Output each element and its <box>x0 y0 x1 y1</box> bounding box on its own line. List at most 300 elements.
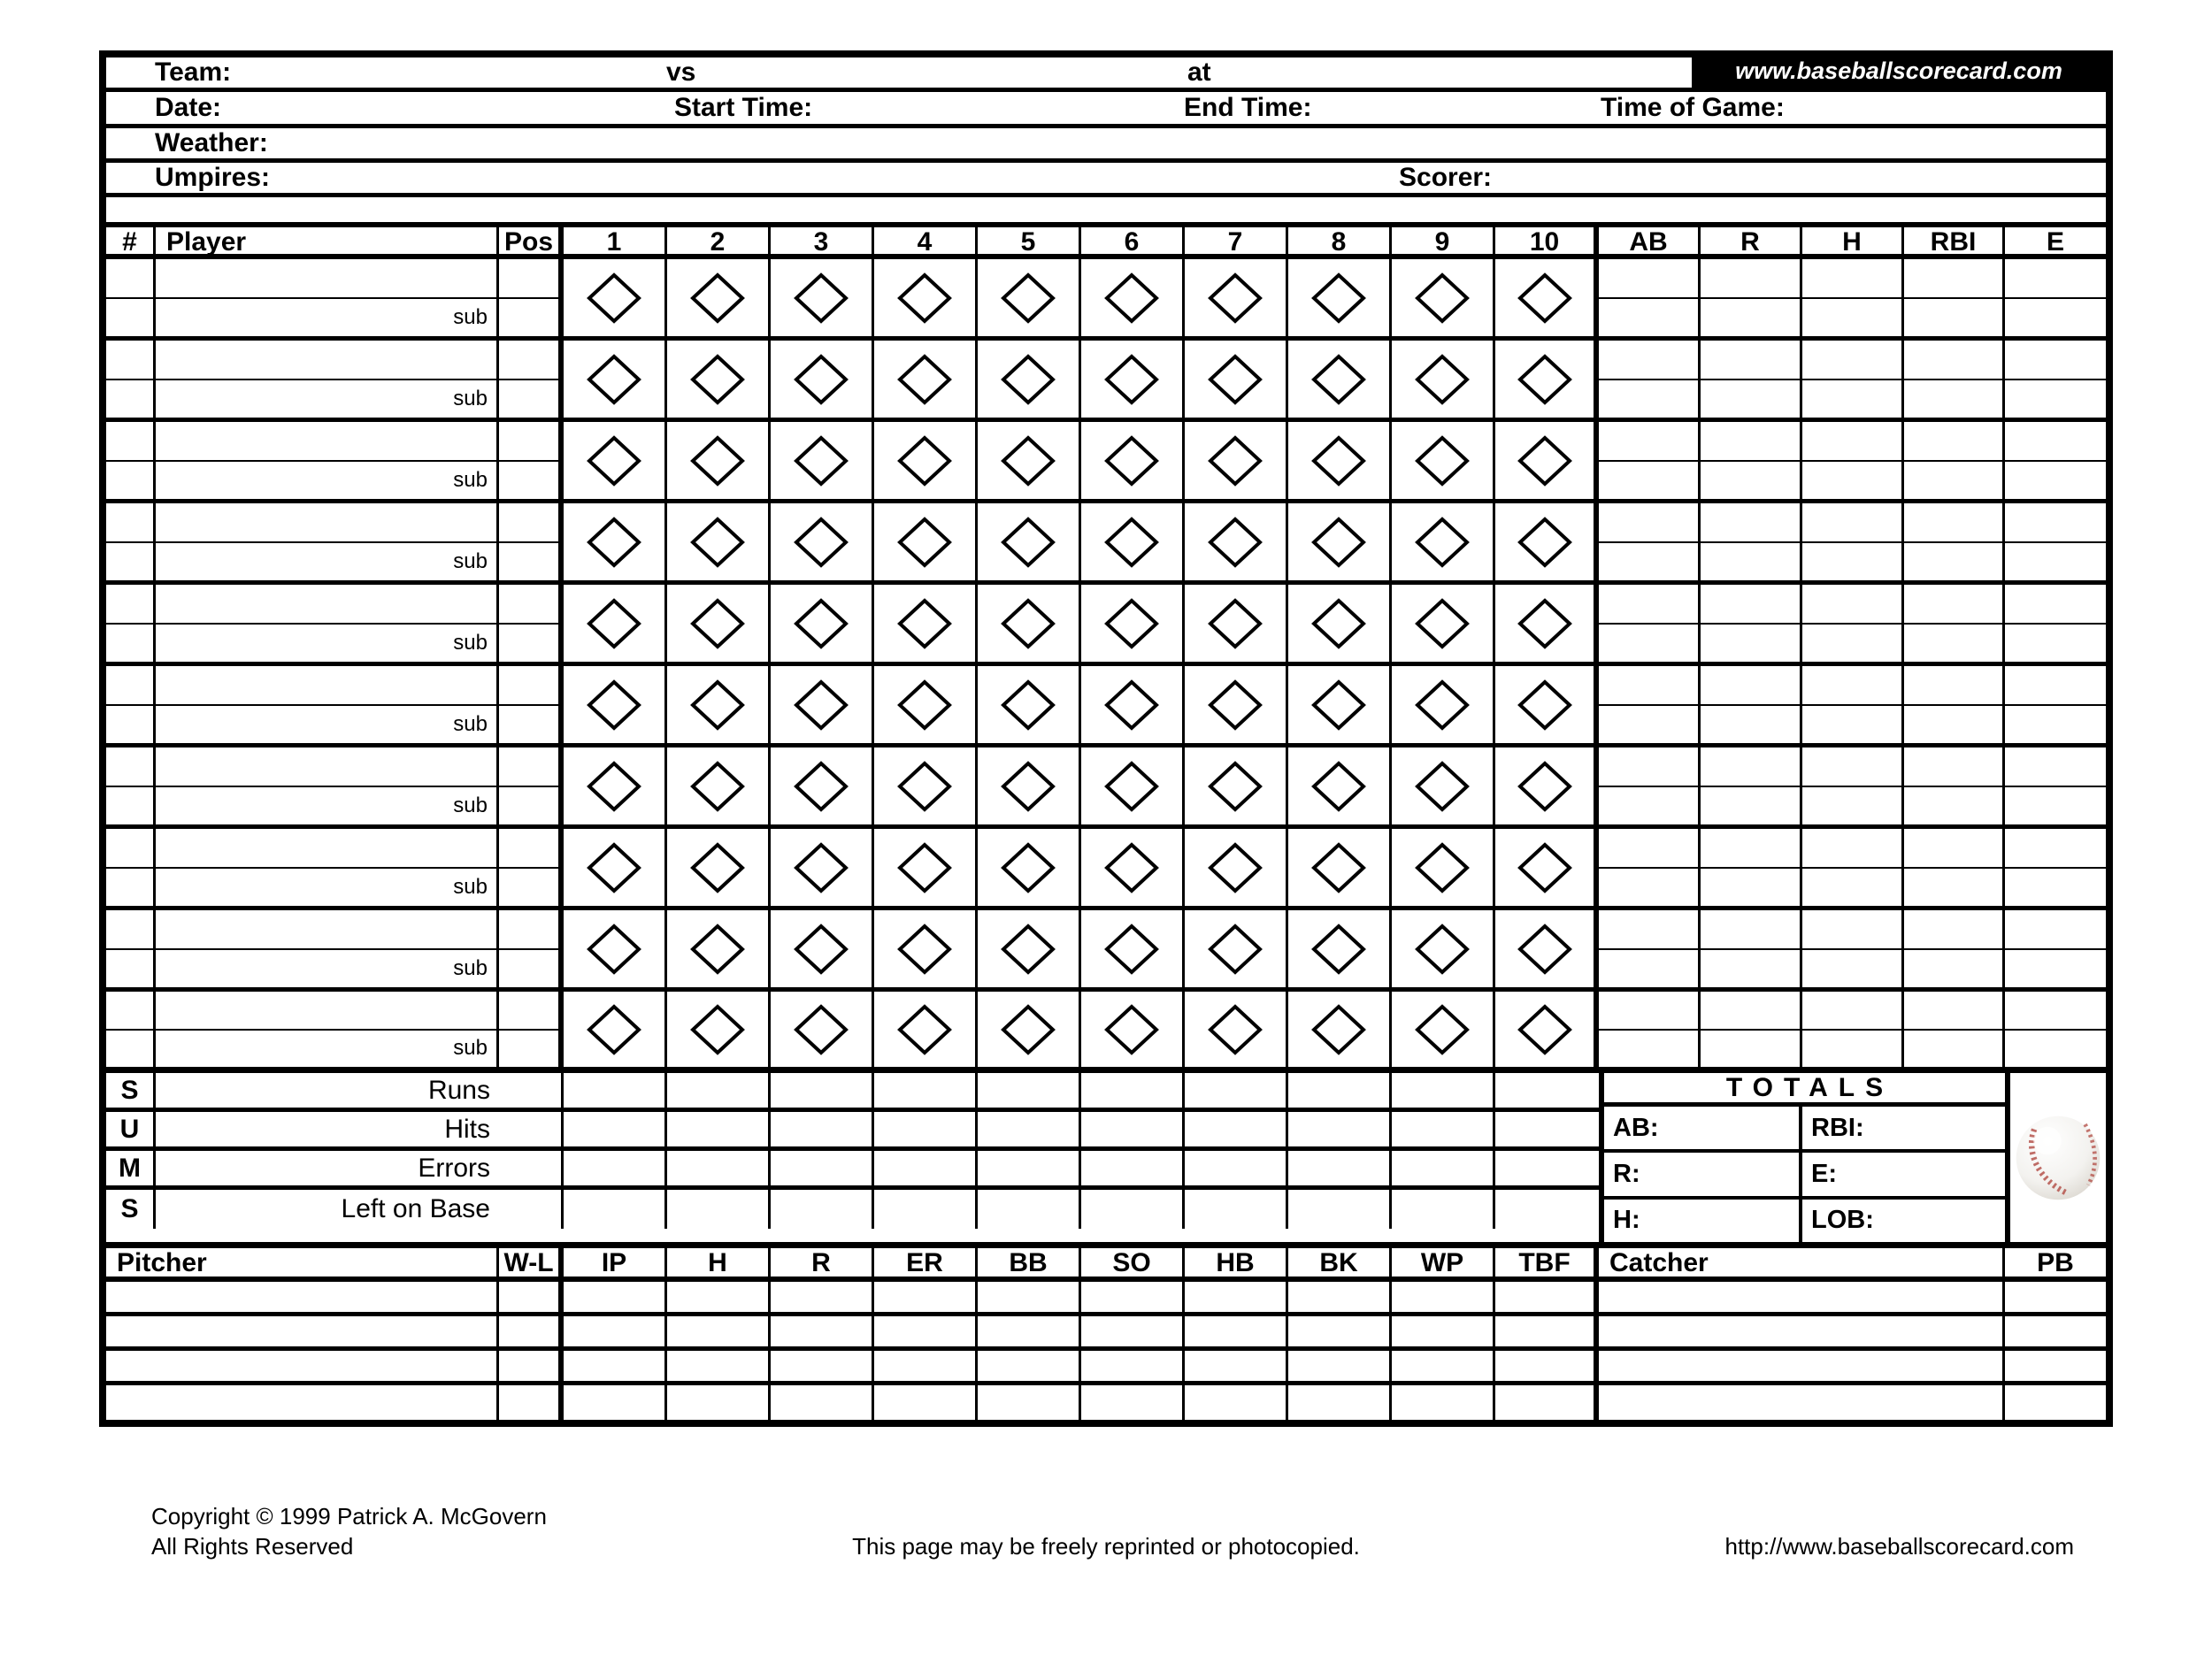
batter-rbi-cell[interactable] <box>1904 585 2005 662</box>
inning-5-scoring-cell[interactable] <box>978 992 1081 1067</box>
catcher-name-cell[interactable] <box>1599 1351 2005 1381</box>
position-starter[interactable] <box>499 503 558 543</box>
position-cell[interactable] <box>499 992 564 1067</box>
player-name-cell[interactable] <box>156 829 499 906</box>
inning-8-scoring-cell[interactable] <box>1288 259 1392 336</box>
inning-7-scoring-cell[interactable] <box>1185 829 1288 906</box>
batter-r-cell[interactable] <box>1701 748 1802 824</box>
batter-r-starter[interactable] <box>1701 829 1800 869</box>
pitcher-ip-cell[interactable] <box>564 1385 667 1420</box>
inning-10-scoring-cell[interactable] <box>1495 910 1599 987</box>
batter-e-starter[interactable] <box>2005 503 2106 543</box>
inning-3-scoring-cell[interactable] <box>771 503 874 580</box>
catcher-pb-cell[interactable] <box>2005 1351 2106 1381</box>
batter-ab-sub[interactable] <box>1599 787 1698 825</box>
inning-7-scoring-cell[interactable] <box>1185 503 1288 580</box>
inning-4-scoring-cell[interactable] <box>874 259 978 336</box>
inning-1-scoring-cell[interactable] <box>564 829 667 906</box>
inning-9-scoring-cell[interactable] <box>1392 341 1495 418</box>
pitcher-er-cell[interactable] <box>874 1316 978 1346</box>
batter-r-starter[interactable] <box>1701 748 1800 787</box>
inning-8-scoring-cell[interactable] <box>1288 503 1392 580</box>
position-cell[interactable] <box>499 829 564 906</box>
batter-h-starter[interactable] <box>1802 341 1901 380</box>
batter-h-starter[interactable] <box>1802 748 1901 787</box>
pitcher-wp-cell[interactable] <box>1392 1316 1495 1346</box>
inning-9-scoring-cell[interactable] <box>1392 666 1495 743</box>
sums-hits-inning-cell[interactable] <box>564 1112 667 1146</box>
batter-number-sub[interactable] <box>106 1031 153 1068</box>
catcher-name-cell[interactable] <box>1599 1282 2005 1312</box>
sums-runs-inning-cell[interactable] <box>1185 1073 1288 1108</box>
batter-r-cell[interactable] <box>1701 503 1802 580</box>
pitcher-hb-cell[interactable] <box>1185 1282 1288 1312</box>
pitcher-wl-cell[interactable] <box>499 1351 564 1381</box>
starter-name-area[interactable] <box>156 748 496 787</box>
inning-1-scoring-cell[interactable] <box>564 503 667 580</box>
batter-r-sub[interactable] <box>1701 543 1800 581</box>
inning-5-scoring-cell[interactable] <box>978 503 1081 580</box>
sums-hits-inning-cell[interactable] <box>1185 1112 1288 1146</box>
inning-8-scoring-cell[interactable] <box>1288 748 1392 824</box>
sums-hits-inning-cell[interactable] <box>1288 1112 1392 1146</box>
inning-7-scoring-cell[interactable] <box>1185 341 1288 418</box>
sums-lob-inning-cell[interactable] <box>564 1190 667 1229</box>
batter-ab-sub[interactable] <box>1599 950 1698 988</box>
sums-lob-inning-cell[interactable] <box>978 1190 1081 1229</box>
pitcher-wp-cell[interactable] <box>1392 1351 1495 1381</box>
sums-hits-inning-cell[interactable] <box>667 1112 771 1146</box>
batter-h-cell[interactable] <box>1802 585 1904 662</box>
batter-e-starter[interactable] <box>2005 748 2106 787</box>
player-name-cell[interactable] <box>156 422 499 499</box>
pitcher-ip-cell[interactable] <box>564 1351 667 1381</box>
pitcher-r-cell[interactable] <box>771 1282 874 1312</box>
pitcher-bb-cell[interactable] <box>978 1385 1081 1420</box>
batter-number-starter[interactable] <box>106 666 153 706</box>
inning-4-scoring-cell[interactable] <box>874 910 978 987</box>
pitcher-er-cell[interactable] <box>874 1351 978 1381</box>
sums-lob-inning-cell[interactable] <box>1185 1190 1288 1229</box>
sub-name-area[interactable] <box>156 380 496 418</box>
batter-h-starter[interactable] <box>1802 910 1901 950</box>
batter-ab-starter[interactable] <box>1599 259 1698 299</box>
batter-e-starter[interactable] <box>2005 829 2106 869</box>
inning-3-scoring-cell[interactable] <box>771 666 874 743</box>
player-name-cell[interactable] <box>156 341 499 418</box>
batter-ab-cell[interactable] <box>1599 503 1701 580</box>
batter-rbi-starter[interactable] <box>1904 503 2002 543</box>
batter-rbi-starter[interactable] <box>1904 585 2002 625</box>
inning-4-scoring-cell[interactable] <box>874 422 978 499</box>
sums-runs-inning-cell[interactable] <box>1495 1073 1599 1108</box>
batter-h-cell[interactable] <box>1802 992 1904 1067</box>
batter-h-sub[interactable] <box>1802 950 1901 988</box>
totals-ab-cell[interactable] <box>1604 1107 1802 1149</box>
pitcher-wl-cell[interactable] <box>499 1385 564 1420</box>
batter-r-sub[interactable] <box>1701 1031 1800 1068</box>
starter-name-area[interactable] <box>156 503 496 543</box>
batter-ab-sub[interactable] <box>1599 380 1698 418</box>
inning-6-scoring-cell[interactable] <box>1081 259 1185 336</box>
pitcher-wl-cell[interactable] <box>499 1316 564 1346</box>
inning-9-scoring-cell[interactable] <box>1392 259 1495 336</box>
batter-rbi-cell[interactable] <box>1904 259 2005 336</box>
batter-rbi-sub[interactable] <box>1904 543 2002 581</box>
pitcher-so-cell[interactable] <box>1081 1316 1185 1346</box>
batter-rbi-starter[interactable] <box>1904 748 2002 787</box>
position-sub[interactable] <box>499 787 558 825</box>
inning-2-scoring-cell[interactable] <box>667 992 771 1067</box>
batter-ab-starter[interactable] <box>1599 341 1698 380</box>
batter-number-sub[interactable] <box>106 625 153 663</box>
starter-name-area[interactable] <box>156 341 496 380</box>
catcher-name-cell[interactable] <box>1599 1385 2005 1420</box>
sub-name-area[interactable] <box>156 1031 496 1068</box>
batter-h-sub[interactable] <box>1802 1031 1901 1068</box>
inning-7-scoring-cell[interactable] <box>1185 910 1288 987</box>
inning-6-scoring-cell[interactable] <box>1081 585 1185 662</box>
inning-7-scoring-cell[interactable] <box>1185 748 1288 824</box>
batter-ab-sub[interactable] <box>1599 1031 1698 1068</box>
sums-errors-inning-cell[interactable] <box>1392 1151 1495 1185</box>
batter-number-cell[interactable] <box>106 341 156 418</box>
batter-r-starter[interactable] <box>1701 666 1800 706</box>
batter-rbi-sub[interactable] <box>1904 950 2002 988</box>
inning-4-scoring-cell[interactable] <box>874 341 978 418</box>
sums-hits-inning-cell[interactable] <box>978 1112 1081 1146</box>
batter-ab-cell[interactable] <box>1599 748 1701 824</box>
batter-e-starter[interactable] <box>2005 666 2106 706</box>
inning-4-scoring-cell[interactable] <box>874 666 978 743</box>
batter-e-starter[interactable] <box>2005 585 2106 625</box>
pitcher-h-cell[interactable] <box>667 1385 771 1420</box>
catcher-pb-cell[interactable] <box>2005 1385 2106 1420</box>
sums-errors-inning-cell[interactable] <box>1081 1151 1185 1185</box>
batter-e-cell[interactable] <box>2005 341 2106 418</box>
inning-1-scoring-cell[interactable] <box>564 259 667 336</box>
batter-e-cell[interactable] <box>2005 910 2106 987</box>
inning-3-scoring-cell[interactable] <box>771 259 874 336</box>
batter-rbi-cell[interactable] <box>1904 503 2005 580</box>
inning-10-scoring-cell[interactable] <box>1495 829 1599 906</box>
pitcher-ip-cell[interactable] <box>564 1282 667 1312</box>
inning-1-scoring-cell[interactable] <box>564 992 667 1067</box>
inning-3-scoring-cell[interactable] <box>771 829 874 906</box>
player-name-cell[interactable] <box>156 910 499 987</box>
batter-e-sub[interactable] <box>2005 787 2106 825</box>
batter-h-starter[interactable] <box>1802 992 1901 1031</box>
pitcher-wl-cell[interactable] <box>499 1282 564 1312</box>
pitcher-wp-cell[interactable] <box>1392 1282 1495 1312</box>
sums-runs-inning-cell[interactable] <box>978 1073 1081 1108</box>
pitcher-so-cell[interactable] <box>1081 1351 1185 1381</box>
position-starter[interactable] <box>499 910 558 950</box>
position-starter[interactable] <box>499 829 558 869</box>
batter-number-starter[interactable] <box>106 829 153 869</box>
inning-6-scoring-cell[interactable] <box>1081 666 1185 743</box>
pitcher-tbf-cell[interactable] <box>1495 1316 1599 1346</box>
batter-number-starter[interactable] <box>106 992 153 1031</box>
inning-7-scoring-cell[interactable] <box>1185 422 1288 499</box>
batter-h-starter[interactable] <box>1802 585 1901 625</box>
batter-r-cell[interactable] <box>1701 829 1802 906</box>
pitcher-name-cell[interactable] <box>106 1282 499 1312</box>
batter-r-cell[interactable] <box>1701 666 1802 743</box>
starter-name-area[interactable] <box>156 585 496 625</box>
sums-errors-inning-cell[interactable] <box>978 1151 1081 1185</box>
pitcher-hb-cell[interactable] <box>1185 1351 1288 1381</box>
inning-4-scoring-cell[interactable] <box>874 748 978 824</box>
batter-number-cell[interactable] <box>106 585 156 662</box>
position-cell[interactable] <box>499 422 564 499</box>
position-cell[interactable] <box>499 910 564 987</box>
batter-e-cell[interactable] <box>2005 259 2106 336</box>
inning-10-scoring-cell[interactable] <box>1495 422 1599 499</box>
inning-8-scoring-cell[interactable] <box>1288 992 1392 1067</box>
inning-2-scoring-cell[interactable] <box>667 748 771 824</box>
batter-rbi-starter[interactable] <box>1904 341 2002 380</box>
batter-h-cell[interactable] <box>1802 503 1904 580</box>
batter-ab-starter[interactable] <box>1599 422 1698 462</box>
inning-9-scoring-cell[interactable] <box>1392 422 1495 499</box>
batter-h-starter[interactable] <box>1802 666 1901 706</box>
sums-lob-inning-cell[interactable] <box>1288 1190 1392 1229</box>
pitcher-bk-cell[interactable] <box>1288 1282 1392 1312</box>
position-starter[interactable] <box>499 748 558 787</box>
starter-name-area[interactable] <box>156 259 496 299</box>
batter-number-cell[interactable] <box>106 259 156 336</box>
batter-ab-starter[interactable] <box>1599 503 1698 543</box>
batter-rbi-starter[interactable] <box>1904 666 2002 706</box>
inning-9-scoring-cell[interactable] <box>1392 829 1495 906</box>
batter-rbi-cell[interactable] <box>1904 910 2005 987</box>
batter-e-cell[interactable] <box>2005 829 2106 906</box>
batter-number-starter[interactable] <box>106 585 153 625</box>
inning-10-scoring-cell[interactable] <box>1495 666 1599 743</box>
player-name-cell[interactable] <box>156 748 499 824</box>
batter-number-sub[interactable] <box>106 380 153 418</box>
batter-number-sub[interactable] <box>106 299 153 337</box>
inning-7-scoring-cell[interactable] <box>1185 666 1288 743</box>
position-sub[interactable] <box>499 543 558 581</box>
inning-9-scoring-cell[interactable] <box>1392 910 1495 987</box>
batter-r-sub[interactable] <box>1701 869 1800 907</box>
starter-name-area[interactable] <box>156 422 496 462</box>
starter-name-area[interactable] <box>156 829 496 869</box>
batter-e-cell[interactable] <box>2005 748 2106 824</box>
batter-h-starter[interactable] <box>1802 503 1901 543</box>
inning-2-scoring-cell[interactable] <box>667 341 771 418</box>
batter-r-starter[interactable] <box>1701 503 1800 543</box>
batter-number-starter[interactable] <box>106 503 153 543</box>
batter-number-sub[interactable] <box>106 706 153 744</box>
batter-r-starter[interactable] <box>1701 910 1800 950</box>
batter-r-sub[interactable] <box>1701 299 1800 337</box>
inning-4-scoring-cell[interactable] <box>874 992 978 1067</box>
batter-h-cell[interactable] <box>1802 341 1904 418</box>
batter-h-sub[interactable] <box>1802 869 1901 907</box>
inning-5-scoring-cell[interactable] <box>978 910 1081 987</box>
totals-lob-cell[interactable] <box>1802 1200 2005 1242</box>
pitcher-h-cell[interactable] <box>667 1282 771 1312</box>
sums-errors-inning-cell[interactable] <box>564 1151 667 1185</box>
batter-rbi-cell[interactable] <box>1904 829 2005 906</box>
position-cell[interactable] <box>499 666 564 743</box>
sums-lob-inning-cell[interactable] <box>667 1190 771 1229</box>
inning-6-scoring-cell[interactable] <box>1081 992 1185 1067</box>
batter-number-cell[interactable] <box>106 422 156 499</box>
batter-h-sub[interactable] <box>1802 543 1901 581</box>
batter-h-cell[interactable] <box>1802 422 1904 499</box>
batter-ab-cell[interactable] <box>1599 910 1701 987</box>
sums-lob-inning-cell[interactable] <box>1392 1190 1495 1229</box>
sums-runs-inning-cell[interactable] <box>1081 1073 1185 1108</box>
inning-3-scoring-cell[interactable] <box>771 585 874 662</box>
pitcher-bb-cell[interactable] <box>978 1316 1081 1346</box>
inning-5-scoring-cell[interactable] <box>978 422 1081 499</box>
batter-e-sub[interactable] <box>2005 1031 2106 1068</box>
position-sub[interactable] <box>499 625 558 663</box>
catcher-name-cell[interactable] <box>1599 1316 2005 1346</box>
inning-8-scoring-cell[interactable] <box>1288 910 1392 987</box>
batter-rbi-sub[interactable] <box>1904 787 2002 825</box>
batter-ab-sub[interactable] <box>1599 299 1698 337</box>
pitcher-name-cell[interactable] <box>106 1316 499 1346</box>
position-starter[interactable] <box>499 341 558 380</box>
batter-r-cell[interactable] <box>1701 341 1802 418</box>
inning-9-scoring-cell[interactable] <box>1392 992 1495 1067</box>
position-starter[interactable] <box>499 422 558 462</box>
position-cell[interactable] <box>499 585 564 662</box>
totals-h-cell[interactable] <box>1604 1200 1802 1242</box>
sums-lob-inning-cell[interactable] <box>874 1190 978 1229</box>
batter-e-starter[interactable] <box>2005 259 2106 299</box>
inning-7-scoring-cell[interactable] <box>1185 259 1288 336</box>
batter-h-cell[interactable] <box>1802 829 1904 906</box>
batter-rbi-cell[interactable] <box>1904 341 2005 418</box>
batter-ab-sub[interactable] <box>1599 869 1698 907</box>
position-cell[interactable] <box>499 503 564 580</box>
batter-number-cell[interactable] <box>106 992 156 1067</box>
starter-name-area[interactable] <box>156 992 496 1031</box>
batter-h-cell[interactable] <box>1802 910 1904 987</box>
batter-ab-cell[interactable] <box>1599 259 1701 336</box>
inning-2-scoring-cell[interactable] <box>667 259 771 336</box>
sub-name-area[interactable] <box>156 706 496 744</box>
batter-rbi-sub[interactable] <box>1904 625 2002 663</box>
inning-10-scoring-cell[interactable] <box>1495 259 1599 336</box>
sums-lob-inning-cell[interactable] <box>1495 1190 1599 1229</box>
inning-3-scoring-cell[interactable] <box>771 422 874 499</box>
batter-r-sub[interactable] <box>1701 706 1800 744</box>
batter-e-sub[interactable] <box>2005 706 2106 744</box>
player-name-cell[interactable] <box>156 666 499 743</box>
batter-e-starter[interactable] <box>2005 910 2106 950</box>
inning-2-scoring-cell[interactable] <box>667 666 771 743</box>
batter-number-sub[interactable] <box>106 787 153 825</box>
inning-9-scoring-cell[interactable] <box>1392 503 1495 580</box>
sub-name-area[interactable] <box>156 787 496 825</box>
batter-h-sub[interactable] <box>1802 299 1901 337</box>
sub-name-area[interactable] <box>156 869 496 907</box>
position-starter[interactable] <box>499 585 558 625</box>
player-name-cell[interactable] <box>156 503 499 580</box>
position-starter[interactable] <box>499 992 558 1031</box>
inning-2-scoring-cell[interactable] <box>667 503 771 580</box>
pitcher-h-cell[interactable] <box>667 1316 771 1346</box>
sums-runs-inning-cell[interactable] <box>1392 1073 1495 1108</box>
batter-e-cell[interactable] <box>2005 585 2106 662</box>
sums-hits-inning-cell[interactable] <box>1392 1112 1495 1146</box>
batter-number-starter[interactable] <box>106 748 153 787</box>
batter-number-sub[interactable] <box>106 462 153 500</box>
batter-ab-sub[interactable] <box>1599 543 1698 581</box>
batter-rbi-sub[interactable] <box>1904 706 2002 744</box>
pitcher-r-cell[interactable] <box>771 1351 874 1381</box>
batter-ab-cell[interactable] <box>1599 992 1701 1067</box>
batter-ab-starter[interactable] <box>1599 748 1698 787</box>
batter-h-starter[interactable] <box>1802 259 1901 299</box>
inning-10-scoring-cell[interactable] <box>1495 585 1599 662</box>
batter-ab-sub[interactable] <box>1599 625 1698 663</box>
position-cell[interactable] <box>499 259 564 336</box>
batter-rbi-cell[interactable] <box>1904 422 2005 499</box>
batter-rbi-sub[interactable] <box>1904 462 2002 500</box>
totals-r-cell[interactable] <box>1604 1153 1802 1195</box>
inning-8-scoring-cell[interactable] <box>1288 585 1392 662</box>
batter-number-starter[interactable] <box>106 910 153 950</box>
batter-h-sub[interactable] <box>1802 787 1901 825</box>
batter-e-starter[interactable] <box>2005 992 2106 1031</box>
batter-ab-starter[interactable] <box>1599 829 1698 869</box>
pitcher-so-cell[interactable] <box>1081 1385 1185 1420</box>
sub-name-area[interactable] <box>156 543 496 581</box>
batter-e-cell[interactable] <box>2005 992 2106 1067</box>
inning-2-scoring-cell[interactable] <box>667 910 771 987</box>
sums-runs-inning-cell[interactable] <box>1288 1073 1392 1108</box>
batter-r-cell[interactable] <box>1701 992 1802 1067</box>
player-name-cell[interactable] <box>156 992 499 1067</box>
inning-5-scoring-cell[interactable] <box>978 341 1081 418</box>
player-name-cell[interactable] <box>156 259 499 336</box>
inning-7-scoring-cell[interactable] <box>1185 585 1288 662</box>
pitcher-so-cell[interactable] <box>1081 1282 1185 1312</box>
batter-r-starter[interactable] <box>1701 422 1800 462</box>
inning-4-scoring-cell[interactable] <box>874 503 978 580</box>
pitcher-er-cell[interactable] <box>874 1385 978 1420</box>
inning-6-scoring-cell[interactable] <box>1081 422 1185 499</box>
sums-errors-inning-cell[interactable] <box>771 1151 874 1185</box>
inning-3-scoring-cell[interactable] <box>771 341 874 418</box>
batter-e-sub[interactable] <box>2005 869 2106 907</box>
position-cell[interactable] <box>499 748 564 824</box>
pitcher-bk-cell[interactable] <box>1288 1351 1392 1381</box>
inning-1-scoring-cell[interactable] <box>564 422 667 499</box>
batter-rbi-starter[interactable] <box>1904 422 2002 462</box>
starter-name-area[interactable] <box>156 910 496 950</box>
batter-ab-cell[interactable] <box>1599 666 1701 743</box>
batter-ab-cell[interactable] <box>1599 341 1701 418</box>
pitcher-ip-cell[interactable] <box>564 1316 667 1346</box>
batter-r-sub[interactable] <box>1701 950 1800 988</box>
inning-2-scoring-cell[interactable] <box>667 585 771 662</box>
pitcher-tbf-cell[interactable] <box>1495 1351 1599 1381</box>
totals-rbi-cell[interactable] <box>1802 1107 2005 1149</box>
batter-r-starter[interactable] <box>1701 992 1800 1031</box>
player-name-cell[interactable] <box>156 585 499 662</box>
batter-rbi-sub[interactable] <box>1904 1031 2002 1068</box>
